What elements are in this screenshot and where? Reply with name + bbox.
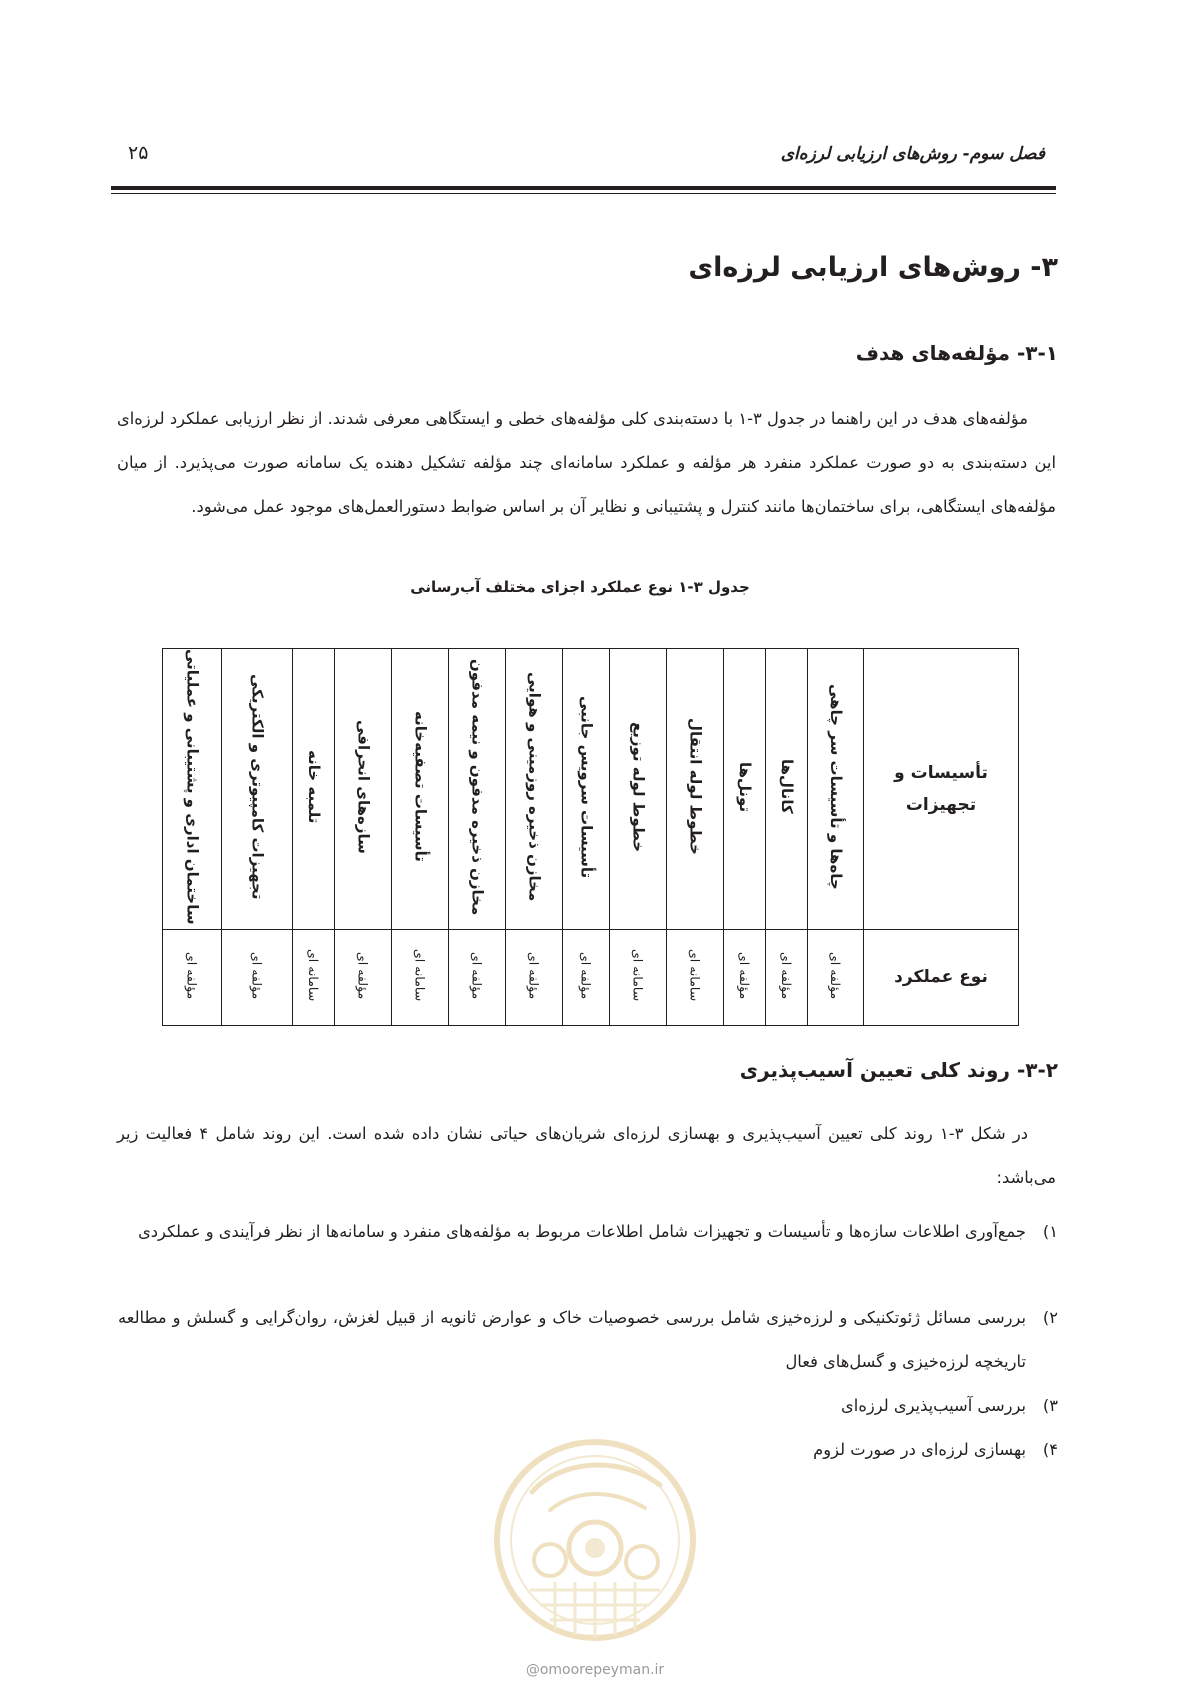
- list-item: [118, 1296, 1058, 1384]
- list-item-text: بهسازی لرزه‌ای در صورت لزوم: [813, 1440, 1026, 1459]
- table-cell-performance: مؤلفه ای: [563, 929, 610, 1025]
- table-cell-facility: تلمبه خانه: [293, 649, 335, 930]
- running-header-title: فصل سوم- روش‌های ارزیابی لرزه‌ای: [780, 144, 1045, 164]
- list-item: [118, 1210, 1058, 1254]
- table-row-performance: [163, 929, 1019, 1025]
- table-cell-performance: سامانه ای: [392, 929, 449, 1025]
- row-header-facilities: تأسیسات و تجهیزات: [864, 649, 1019, 930]
- performance-table: [162, 648, 1018, 1026]
- row-header-performance: نوع عملکرد: [864, 929, 1019, 1025]
- page-number: ۲۵: [128, 142, 149, 164]
- paragraph-vulnerability-process: در شکل ۳-۱ روند کلی تعیین آسیب‌پذیری و بهسازی لرزه‌ای شریان‌های حیاتی نشان داده شده است. این روند شامل ۴ فعالیت زیر می‌باشد:: [117, 1124, 1056, 1187]
- table-cell-facility: تونل‌ها: [724, 649, 766, 930]
- header-rule-thick: [111, 186, 1056, 190]
- table-caption: جدول ۳-۱ نوع عملکرد اجزای مختلف آب‌رسانی: [410, 578, 750, 596]
- table-cell-facility: چاه‌ها و تأسیسات سر چاهی: [808, 649, 864, 930]
- list-item-number: ۲): [1042, 1308, 1058, 1327]
- table-cell-facility: مخازن ذخیره روزمینی و هوایی: [506, 649, 563, 930]
- list-item-number: ۴): [1042, 1440, 1058, 1459]
- table-row-facilities: [163, 649, 1019, 930]
- header-rule-thin: [111, 193, 1056, 194]
- table-cell-facility: خطوط لوله توزیع: [610, 649, 667, 930]
- section-heading: ۳- روش‌های ارزیابی لرزه‌ای: [688, 252, 1058, 283]
- table-cell-facility: سازه‌های انحرافی: [335, 649, 392, 930]
- list-item-number: ۳): [1042, 1396, 1058, 1415]
- table-cell-facility: تأسیسات تصفیه‌خانه: [392, 649, 449, 930]
- subsection-heading-target-components: ۳-۱- مؤلفه‌های هدف: [855, 341, 1058, 365]
- table-cell-performance: سامانه ای: [293, 929, 335, 1025]
- watermark-logo-icon: [470, 1430, 720, 1650]
- table-cell-facility: خطوط لوله انتقال: [667, 649, 724, 930]
- watermark-site: @omoorepeyman.ir: [525, 1662, 665, 1678]
- table-cell-performance: مؤلفه ای: [163, 929, 222, 1025]
- table-cell-performance: مؤلفه ای: [335, 929, 392, 1025]
- list-item-number: ۱): [1042, 1222, 1058, 1241]
- list-item-text: بررسی آسیب‌پذیری لرزه‌ای: [841, 1396, 1026, 1415]
- list-item-text: بررسی مسائل ژئوتکنیکی و لرزه‌خیزی شامل بررسی خصوصیات خاک و عوارض ثانویه از قبیل لغزش، روان‌گرایی و گسلش و مطالعه تاریخچه لرزه‌خیزی و گسل‌های فعال: [118, 1308, 1026, 1371]
- list-item-text: جمع‌آوری اطلاعات سازه‌ها و تأسیسات و تجهیزات شامل اطلاعات مربوط به مؤلفه‌های منفرد و سامانه‌ها از نظر فرآیندی و عملکردی: [138, 1222, 1026, 1241]
- table-cell-facility: تجهیزات کامپیوتری و الکتریکی: [222, 649, 293, 930]
- table-cell-performance: سامانه ای: [610, 929, 667, 1025]
- paragraph-target-components: مؤلفه‌های هدف در این راهنما در جدول ۳-۱ با دسته‌بندی کلی مؤلفه‌های خطی و ایستگاهی معرفی شدند. از نظر ارزیابی عملکرد لرزه‌ای این دسته‌بندی به دو صورت عملکرد منفرد هر مؤلفه و عملکرد سامانه‌ای چند مؤلفه تشکیل دهنده یک سامانه صورت می‌پذیرد. از میان مؤلفه‌های ایستگاهی، برای ساختمان‌ها مانند کنترل و پشتیبانی و نظایر آن بر اساس ضوابط دستورالعمل‌های موجود عمل می‌شود.: [117, 409, 1056, 516]
- table-cell-facility: تأسیسات سرویس جانبی: [563, 649, 610, 930]
- table-cell-performance: مؤلفه ای: [222, 929, 293, 1025]
- table-cell-performance: مؤلفه ای: [766, 929, 808, 1025]
- table-cell-performance: مؤلفه ای: [506, 929, 563, 1025]
- table-cell-facility: ساختمان اداری و پشتیبانی و عملیاتی: [163, 649, 222, 930]
- table-cell-facility: مخازن ذخیره مدفون و نیمه مدفون: [449, 649, 506, 930]
- table-cell-performance: مؤلفه ای: [808, 929, 864, 1025]
- subsection-heading-vulnerability-process: ۳-۲- روند کلی تعیین آسیب‌پذیری: [739, 1058, 1058, 1082]
- table-cell-performance: مؤلفه ای: [449, 929, 506, 1025]
- table-cell-facility: کانال‌ها: [766, 649, 808, 930]
- list-item: [118, 1384, 1058, 1428]
- table-cell-performance: سامانه ای: [667, 929, 724, 1025]
- table-cell-performance: مؤلفه ای: [724, 929, 766, 1025]
